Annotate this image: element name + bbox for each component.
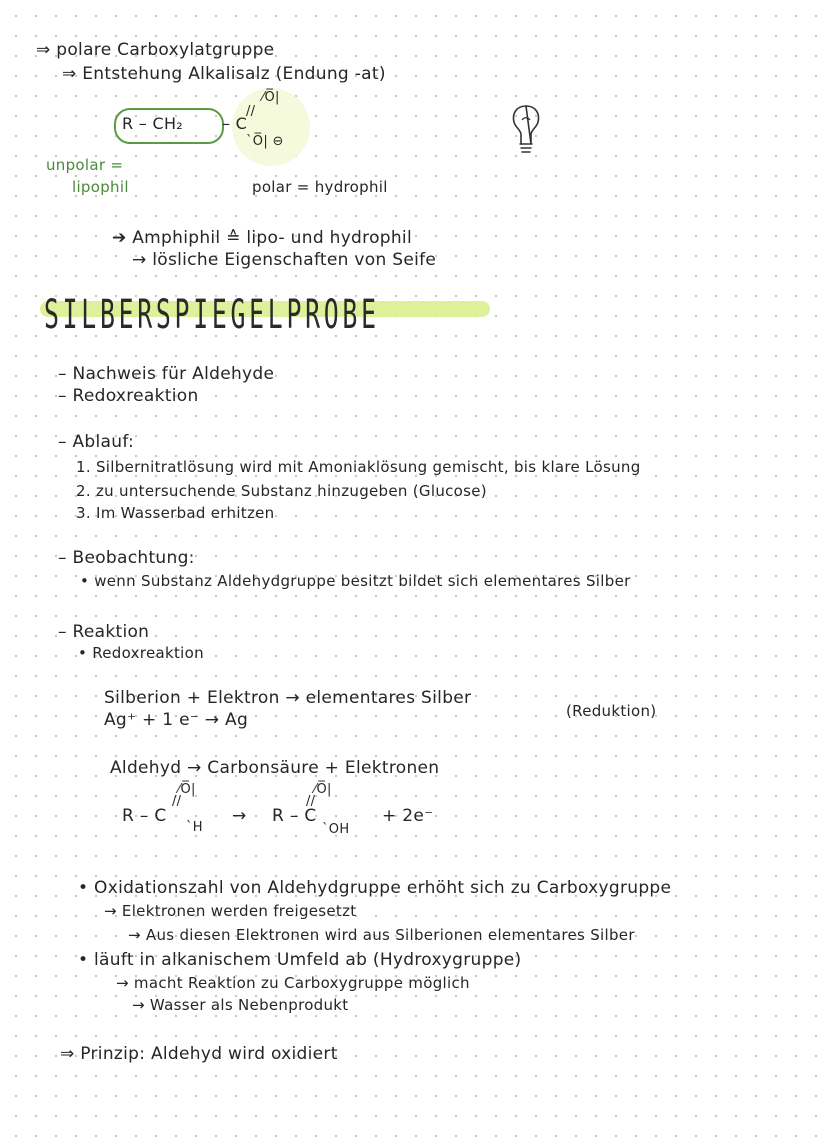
aldehyde-double-bond: // (172, 794, 182, 809)
electrons: + 2e⁻ (382, 806, 434, 826)
polar-label: polar = hydrophil (252, 178, 388, 196)
note-silver: → Aus diesen Elektronen wird aus Silberionen elementares Silber (128, 926, 635, 944)
reaktion-heading: – Reaktion (58, 622, 150, 642)
unpolar-label: unpolar = (46, 156, 124, 174)
beobachtung-text: • wenn Substanz Aldehydgruppe besitzt bildet sich elementares Silber (80, 572, 631, 590)
aldehyde-hydrogen: `H (186, 820, 203, 835)
ablauf-step-1: 1. Silbernitratlösung wird mit Amoniaklösung gemischt, bis klare Lösung (76, 458, 641, 476)
reduction-words: Silberion + Elektron → elementares Silber (104, 688, 472, 708)
ablauf-step-3: 3. Im Wasserbad erhitzen (76, 504, 275, 522)
reduction-label: (Reduktion) (566, 702, 657, 720)
acid-oxygen: ⁄O̅| (314, 782, 332, 797)
lipophil-label: lipophil (72, 178, 129, 196)
amphiphil-line-2: → lösliche Eigenschaften von Seife (132, 250, 437, 270)
intro-line-2: ⇒ Entstehung Alkalisalz (Endung -at) (62, 64, 386, 84)
amphiphil-line-1: ➔ Amphiphil ≙ lipo- und hydrophil (112, 228, 412, 248)
lightbulb-doodle-icon (506, 102, 546, 158)
beobachtung-heading: – Beobachtung: (58, 548, 195, 568)
oxygen-top: ⁄O̅| (262, 90, 280, 105)
double-bond: // (246, 104, 256, 119)
ablauf-step-2: 2. zu untersuchende Substanz hinzugeben (Glucose) (76, 482, 487, 500)
reduction-symbols: Ag⁺ + 1 e⁻ → Ag (104, 710, 249, 730)
intro-line-1: ⇒ polare Carboxylatgruppe (36, 40, 275, 60)
note-possible: → macht Reaktion zu Carboxygruppe möglich (116, 974, 470, 992)
oxidation-words: Aldehyd → Carbonsäure + Elektronen (110, 758, 440, 778)
reaction-arrow: → (232, 806, 247, 826)
note-electrons-freed: → Elektronen werden freigesetzt (104, 902, 357, 920)
note-water: → Wasser als Nebenprodukt (132, 996, 349, 1014)
carbon-bond: – C (222, 114, 248, 133)
r-group: R – CH₂ (122, 114, 184, 133)
oxygen-bottom: `O̅| ⊖ (246, 134, 284, 149)
reaktion-sub: • Redoxreaktion (78, 644, 204, 662)
acid-main: R – C (272, 806, 317, 826)
acid-hydroxyl: `OH (322, 822, 350, 837)
ablauf-heading: – Ablauf: (58, 432, 135, 452)
aldehyde-oxygen: ⁄O̅| (178, 782, 196, 797)
aldehyde-main: R – C (122, 806, 167, 826)
note-alkaline: • läuft in alkanischem Umfeld ab (Hydroxygruppe) (78, 950, 522, 970)
conclusion: ⇒ Prinzip: Aldehyd wird oxidiert (60, 1044, 338, 1064)
acid-double-bond: // (306, 794, 316, 809)
note-oxidation: • Oxidationszahl von Aldehydgruppe erhöht sich zu Carboxygruppe (78, 878, 672, 898)
page-title: SILBERSPIEGELPROBE (44, 292, 380, 338)
bullet-redox: – Redoxreaktion (58, 386, 199, 406)
bullet-nachweis: – Nachweis für Aldehyde (58, 364, 275, 384)
